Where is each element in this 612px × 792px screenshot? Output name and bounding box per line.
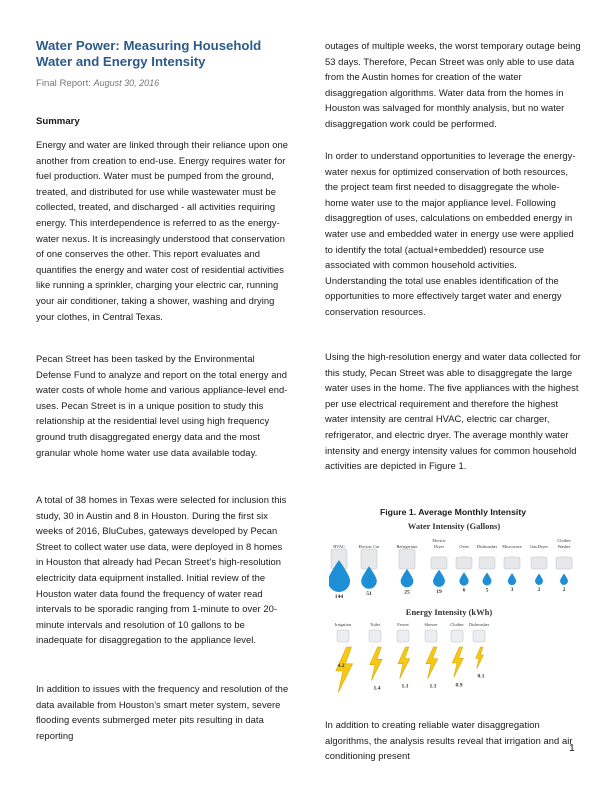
left-paragraph-3: A total of 38 homes in Texas were selected for inclusion this study, 30 in Austin and 8 in Houston. During the first six weeks of 2016, BluCubes, gateways developed by Pecan Street to collect water use data, were deployed in 8 homes in Houston that already had Pecan Street’s high-resolution electricity data equipment installed. Initial review of the Houston water data found the frequency of water read intervals to be sporadic ranging from 1-minute to over 20-minute intervals and resolution of 10 gallons to be inadequate for disaggregation to the appliance level. [36, 494, 287, 646]
energy-label-irrigation: Irrigation [334, 622, 352, 627]
lightning-bolt-clothes-icon [452, 647, 463, 677]
energy-label-shower: Shower [424, 622, 438, 627]
appliance-dishwasher-icon [479, 557, 495, 569]
lightning-bolt-dishwasher-icon [476, 647, 484, 668]
water-label-clothes-washer-line2: Washer [557, 544, 571, 549]
appliance-refrigerator-icon [399, 549, 415, 569]
appliance-electric-dryer-icon [431, 557, 447, 569]
appliance-electric-car-icon [361, 549, 377, 569]
water-label-gas-dryer: Gas Dryer [530, 544, 548, 549]
water-value-dishwasher: 5 [485, 587, 489, 594]
report-subtitle [36, 78, 159, 89]
water-value-clothes-washer: 2 [562, 586, 566, 593]
lightning-bolt-shower-icon [426, 647, 438, 679]
page-title: Water Power: Measuring Household Water and Energy Intensity [36, 38, 262, 69]
page-number: 1 [569, 742, 575, 754]
water-label-refrigerator: Refrigerator [396, 544, 418, 549]
water-label-electric-car: Electric Car [358, 544, 380, 549]
energy-value-irrigation: 4.2 [337, 663, 345, 669]
fixture-irrigation-icon [337, 630, 349, 642]
fixture-dishwasher-icon [473, 630, 485, 642]
right-paragraph-1: outages of multiple weeks, the worst temporary outage being 53 days. Therefore, Pecan Street was only able to use data from the Austin homes for creation of the water disaggregation algorithms. Water data from the homes in Houston was salvaged for monthly analysis, but no water disaggregation work could be performed. [325, 40, 581, 129]
water-drop-microwave-icon [508, 573, 516, 585]
water-drop-gas-dryer-icon [535, 574, 543, 585]
water-value-oven: 6 [462, 587, 466, 594]
left-paragraph-4: In addition to issues with the frequency and resolution of the data available from Houston’s smart meter system, severe flooding events submerged meter pits resulting in data reporting [36, 683, 289, 741]
energy-value-faucet: 1.1 [401, 683, 409, 690]
water-intensity-title: Water Intensity (Gallons) [407, 521, 501, 531]
water-drop-clothes-washer-icon [560, 574, 568, 585]
water-intensity-chart [329, 538, 572, 600]
water-value-microwave: 3 [510, 587, 514, 594]
energy-label-dishwasher: Dishwasher [468, 622, 490, 627]
lightning-bolt-faucet-icon [398, 647, 410, 679]
right-paragraph-3: Using the high-resolution energy and water data collected for this study, Pecan Street was able to disaggregate the large water uses in the home. The five appliances with the highest per use electrical requirement and therefore the highest water intensity are central HVAC, electric car charger, refrigerator, and electric dryer. The average monthly water intensity and energy intensity values for common household activities are depicted in Figure 1. [325, 351, 581, 472]
intensity-infographic [329, 519, 579, 713]
energy-value-toilet: 1.4 [373, 685, 381, 692]
energy-intensity-title: Energy Intensity (kWh) [405, 607, 493, 617]
water-value-refrigerator: 25 [404, 589, 410, 596]
energy-intensity-chart [335, 622, 490, 693]
right-paragraph-4: In addition to creating reliable water disaggregation algorithms, the analysis results reveal that irrigation and air conditioning present [325, 719, 573, 762]
subtitle-prefix: Final Report: [36, 78, 91, 89]
water-value-electric-dryer: 19 [436, 588, 442, 595]
water-value-hvac: 144 [334, 594, 344, 600]
appliance-microwave-icon [504, 557, 520, 569]
water-value-gas-dryer: 2 [537, 586, 541, 593]
water-drop-refrigerator-icon [401, 569, 414, 587]
water-label-oven: Oven [459, 544, 469, 549]
lightning-bolt-toilet-icon [370, 647, 382, 681]
water-label-dishwasher: Dishwasher [476, 544, 498, 549]
water-label-electric-dryer-line1: Electric [432, 538, 446, 543]
fixture-faucet-icon [397, 630, 409, 642]
fixture-clothes-icon [451, 630, 463, 642]
water-label-electric-dryer-line2: Dryer [433, 544, 445, 549]
water-label-clothes-washer-line1: Clothes [557, 538, 571, 543]
energy-label-clothes: Clothes [450, 622, 464, 627]
energy-label-toilet: Toilet [370, 622, 380, 627]
right-paragraph-2: In order to understand opportunities to leverage the energy-water nexus for optimized conservation of both resources, the project team first needed to disaggregate the whole-home water use to the major appliance level. Following disaggregtion of uses, calculations on embedded energy in water use and embedded water in energy use were applied to identify the total (actual+embedded) resource use associated with common household activities. Understanding the total use enables identification of the opportunities to more effectively target water and energy conservation resources. [325, 150, 576, 317]
water-drop-electric-car-icon [361, 566, 377, 589]
water-drop-electric-dryer-icon [433, 570, 445, 587]
water-label-hvac: HVAC [333, 544, 345, 549]
energy-value-shower: 1.1 [429, 683, 437, 690]
fixture-toilet-icon [369, 630, 381, 642]
appliance-gas-dryer-icon [531, 557, 547, 569]
energy-value-dishwasher: 0.1 [477, 673, 485, 680]
appliance-oven-icon [456, 557, 472, 569]
water-drop-dishwasher-icon [482, 572, 491, 585]
fixture-shower-icon [425, 630, 437, 642]
figure-caption: Figure 1. Average Monthly Intensity [379, 507, 527, 517]
report-date: August 30, 2016 [93, 78, 160, 88]
water-label-microwave: Microwave [502, 544, 522, 549]
energy-value-clothes: 0.9 [455, 682, 463, 689]
left-paragraph-2: Pecan Street has been tasked by the Environmental Defense Fund to analyze and report on the total energy and water costs of whole home and various appliance-level end-uses. Pecan Street is in a unique position to study this relationship at the residential level using high frequency ground truth disaggregated energy data and the most granular whole home water use data available today. [36, 353, 288, 458]
energy-label-faucet: Faucet [397, 622, 409, 627]
summary-heading: Summary [36, 116, 80, 127]
appliance-clothes-washer-icon [556, 557, 572, 569]
left-paragraph-1: Energy and water are linked through their reliance upon one another from creation to end-use. Energy requires water for fuel production. Water must be pumped from the ground, treated, and distributed for use while wastewater must be collected, treated, and discharged - all activities requiring energy. This interdependence is referred to as the energy-water nexus. It is increasingly understood that conservation of one conserves the other. This report evaluates and quantifies the energy and water cost of residential activities like running a sprinkler, charging your electric car, running your air conditioner, taking a shower, washing and drying your clothes, in Central Texas. [36, 139, 289, 322]
water-value-electric-car: 51 [366, 590, 372, 597]
lightning-bolt-irrigation-icon [336, 647, 353, 693]
water-drop-oven-icon [459, 572, 468, 585]
